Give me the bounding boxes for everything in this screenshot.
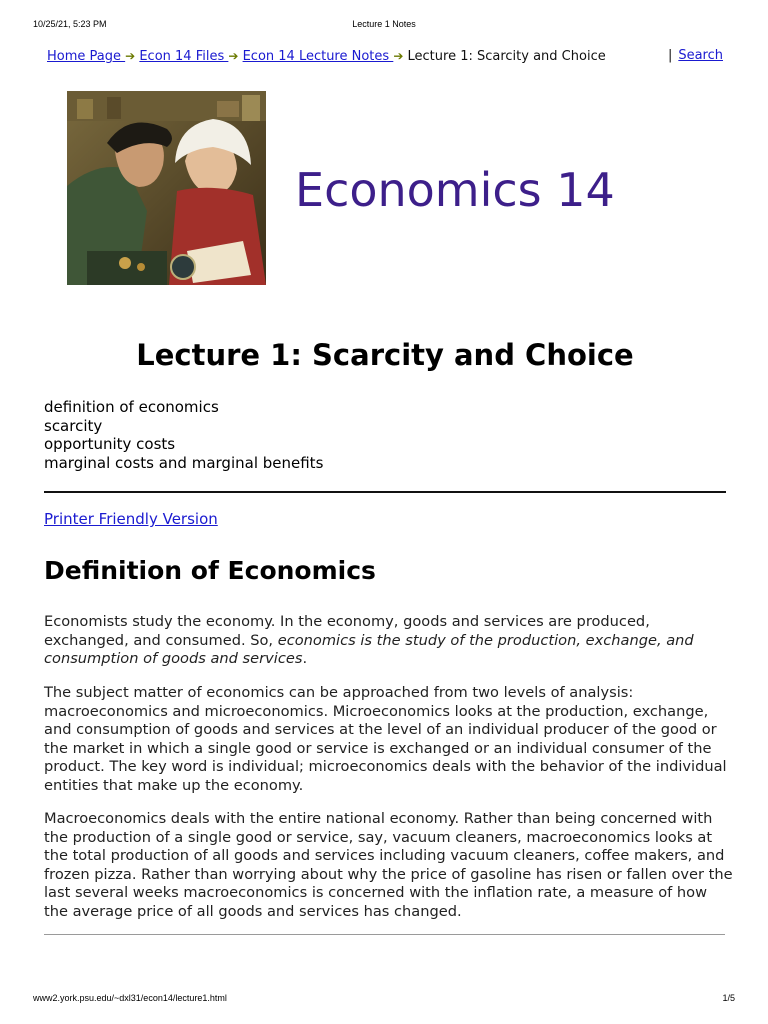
print-page-number: 1/5: [722, 993, 735, 1003]
paragraph-text: Economists study the economy. In the economy, goods and services are produced, exchanged, and consumed. So,: [44, 613, 650, 649]
breadcrumb-econ14-files-link[interactable]: Econ 14 Files: [139, 49, 229, 64]
definition-emphasis: economics is the study of the production, exchange, and consumption of goods and services: [44, 631, 694, 667]
moneylender-painting-image: [67, 91, 266, 285]
paragraph-definition: [44, 613, 734, 669]
bottom-divider: [44, 934, 725, 935]
print-url: www2.york.psu.edu/~dxl31/econ14/lecture1.html: [33, 993, 227, 1003]
breadcrumb-separator: |: [667, 48, 673, 63]
print-header: [33, 19, 735, 31]
paragraph-microeconomics: The subject matter of economics can be approached from two levels of analysis: macroeconomics and microeconomics. Microeconomics looks at the production, exchange, and consumption of goods and services at the level of an individual producer of the good or the market in which a single good or service is exchanged or an individual consumer of the product. The key word is individual; microeconomics deals with the behavior of the individual entities that make up the economy.: [44, 684, 727, 794]
section-title: Definition of Economics: [44, 556, 376, 585]
breadcrumb-home-link[interactable]: Home Page: [47, 49, 126, 64]
topic-item: marginal costs and marginal benefits: [44, 454, 324, 473]
section-divider: [44, 491, 726, 493]
print-footer: [33, 993, 735, 1005]
paragraph-macroeconomics: Macroeconomics deals with the entire national economy. Rather than being concerned with the production of a single good or service, say, vacuum cleaners, macroeconomics looks at the total production of all goods and services including vacuum cleaners, coffee makers, and frozen pizza. Rather than worrying about why the price of gasoline has risen or fallen over the last several weeks macroeconomics is concerned with the inflation rate, a measure of how the average price of all goods and services has changed.: [44, 810, 733, 920]
search-wrap: [668, 47, 723, 65]
site-title: Economics 14: [295, 163, 615, 217]
breadcrumb-current: Lecture 1: Scarcity and Choice: [407, 49, 606, 64]
printer-friendly-link[interactable]: Printer Friendly Version: [44, 510, 218, 528]
print-doc-title: Lecture 1 Notes: [352, 19, 416, 29]
arrow-right-icon: ➔: [393, 49, 404, 63]
topic-item: definition of economics: [44, 398, 219, 416]
search-link[interactable]: Search: [678, 48, 723, 63]
breadcrumb-lecture-notes-link[interactable]: Econ 14 Lecture Notes: [242, 49, 394, 64]
paragraph-text: .: [302, 650, 308, 667]
arrow-right-icon: ➔: [228, 49, 239, 63]
topic-list: [44, 398, 323, 473]
topic-item: opportunity costs: [44, 435, 176, 454]
lecture-title: Lecture 1: Scarcity and Choice: [136, 338, 634, 372]
breadcrumb: [47, 47, 723, 65]
topic-item: scarcity: [44, 416, 103, 435]
arrow-right-icon: ➔: [125, 49, 136, 63]
print-datetime: 10/25/21, 5:23 PM: [33, 19, 107, 29]
